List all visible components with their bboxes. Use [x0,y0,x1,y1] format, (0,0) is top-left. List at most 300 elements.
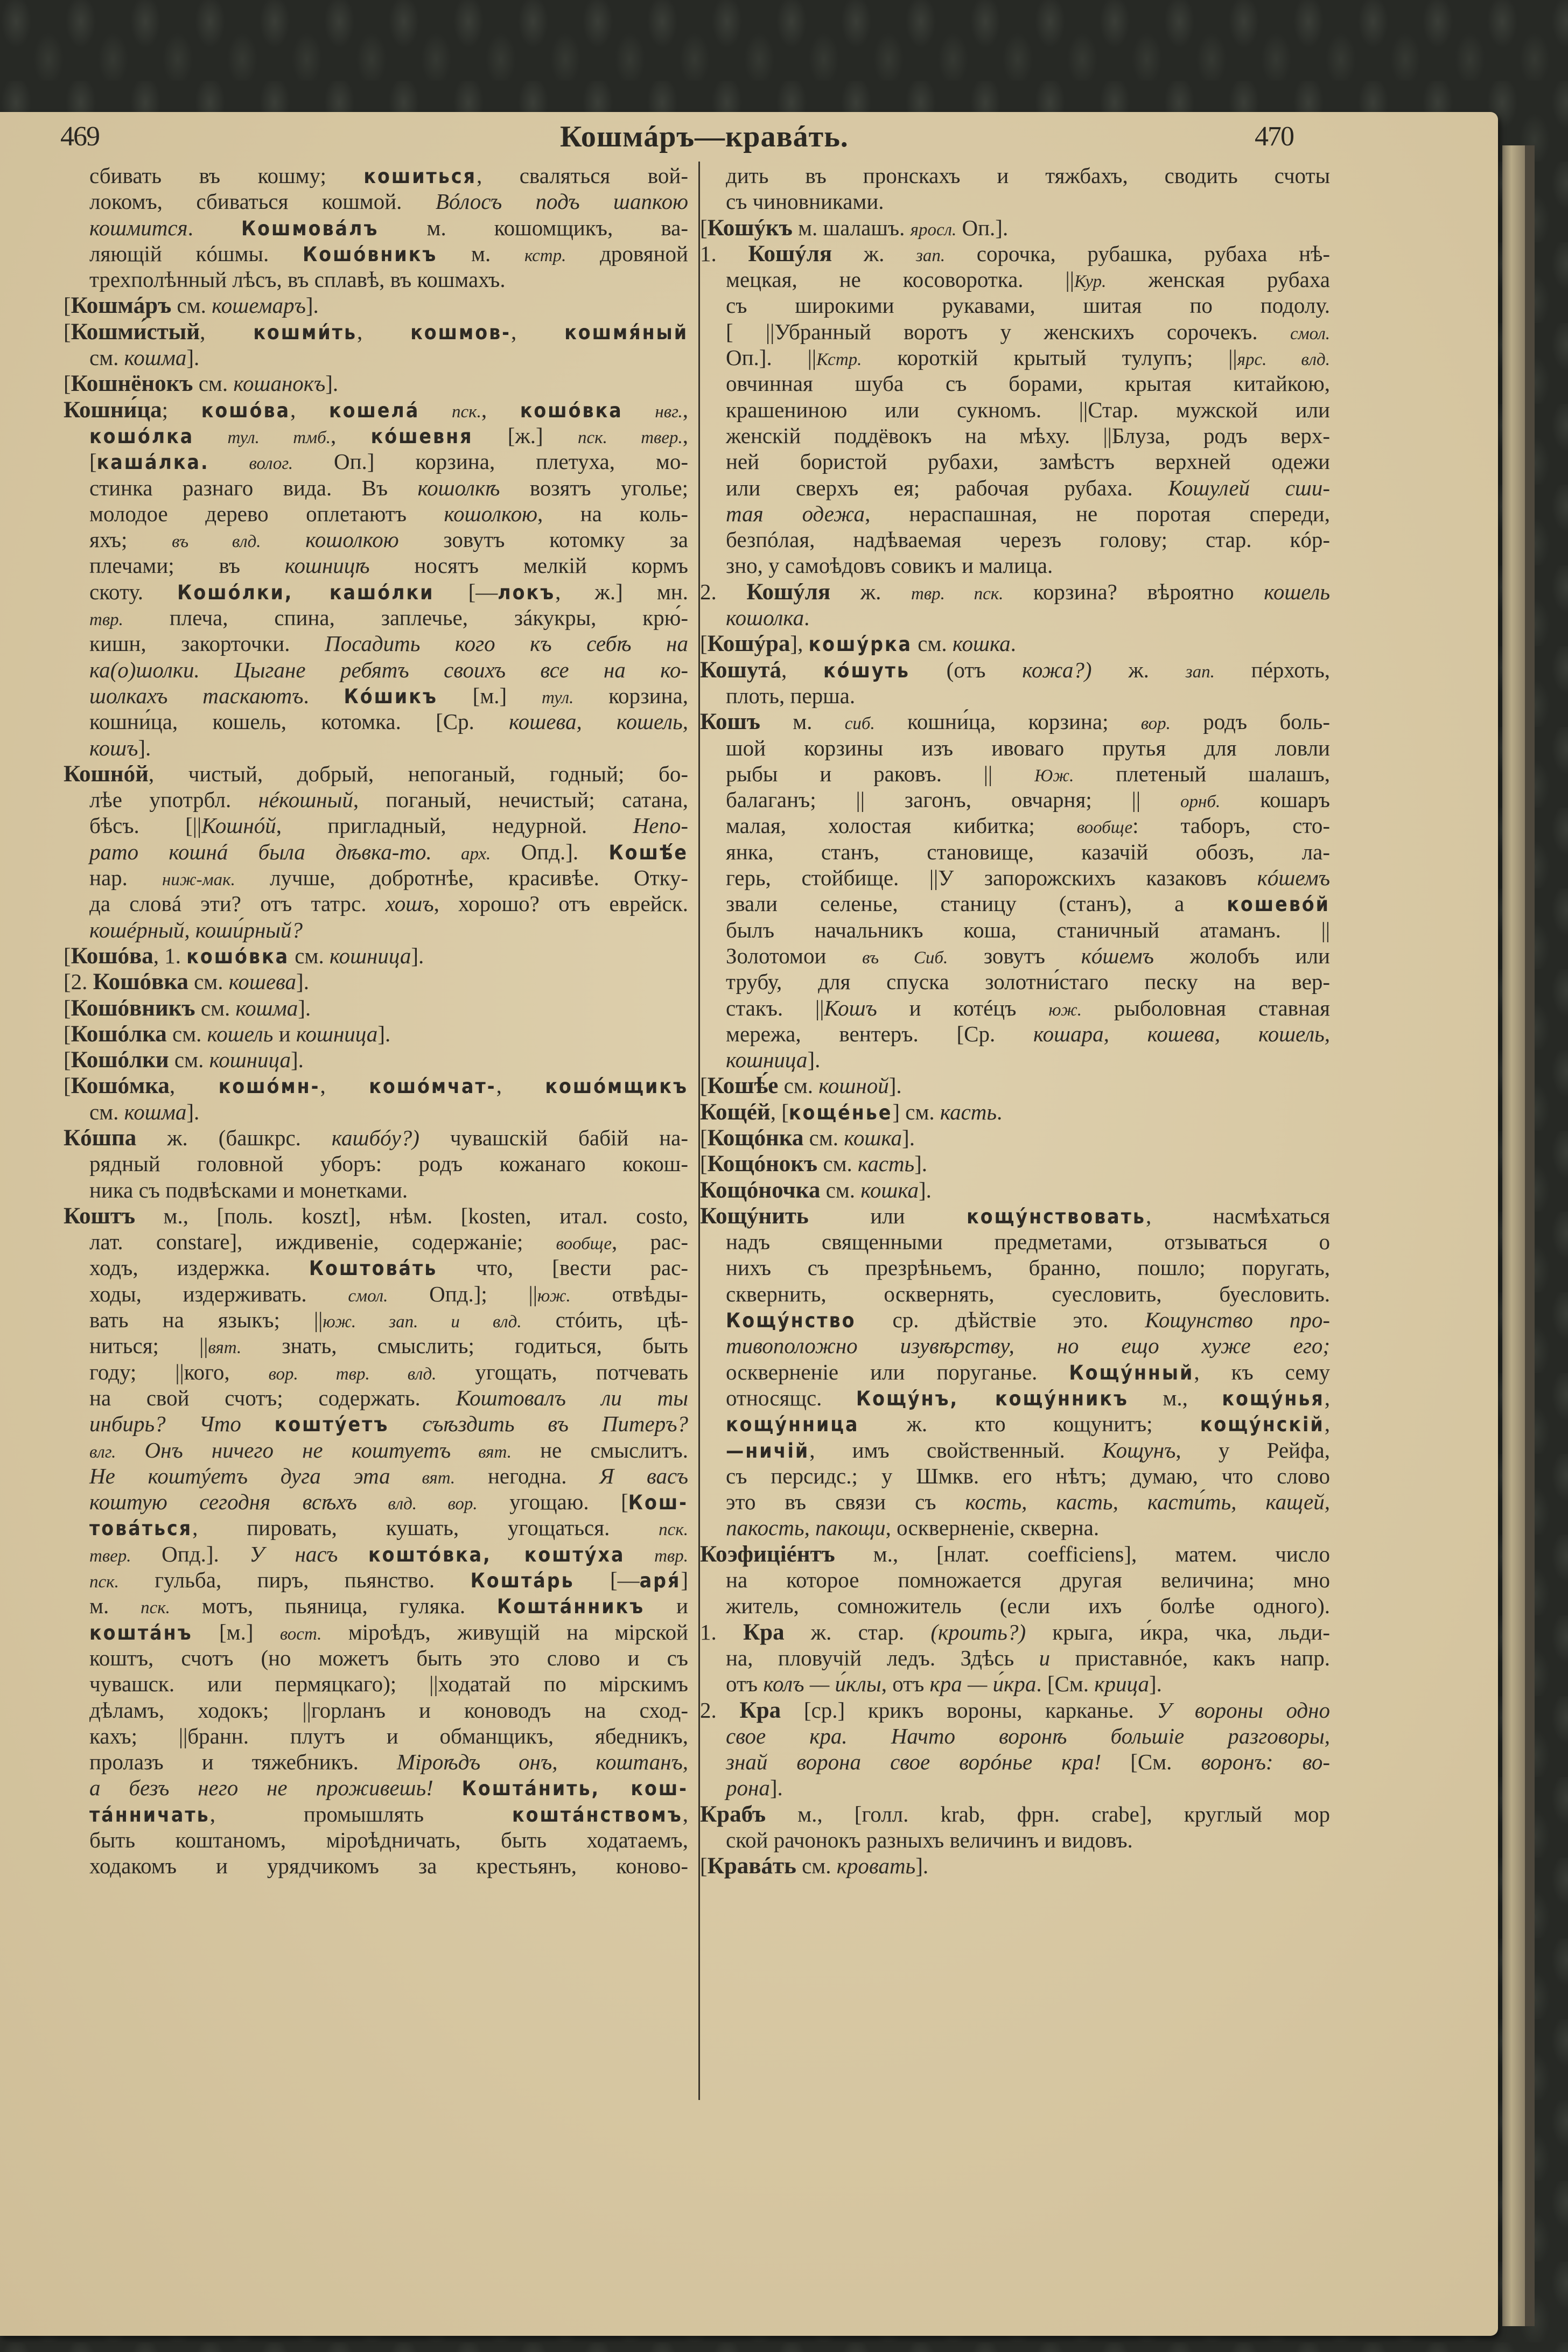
body-text: ]. [186,345,200,370]
body-text: , 1. [153,943,187,968]
headword: Кош- [628,1491,688,1515]
text-line [64,1541,688,1567]
body-text: что, [вести рас- [437,1255,689,1280]
italic-text: ярс. влд. [1237,350,1330,370]
italic-text: ка(о)шолки. Цыгане ребятъ своихъ все на ко- [89,657,688,682]
body-text: съ персидс.; у Шмкв. его нѣтъ; думаю, что слово [726,1463,1330,1488]
italic-text: пск. [419,402,481,422]
italic-text: коштую сегодня всѣхъ [89,1489,357,1515]
body-text: м. кошомщикъ, ва- [379,215,688,240]
body-text: , хорошо? отъ еврейск. [433,891,688,916]
italic-text: вообще [556,1234,612,1254]
body-text: ж. (башкрс. [136,1125,332,1150]
body-text: , [357,319,411,344]
text-line [700,1307,1330,1333]
body-text: 1. [700,1619,743,1644]
text-line [700,657,1330,683]
italic-text: нéкошный [258,787,353,813]
text-line [700,735,1330,761]
body-text: дѣламъ, ходокъ; ||горланъ и коноводъ на сход- [89,1697,688,1723]
body-text: былъ начальникъ коша, станичный атаманъ. || [726,917,1330,942]
headword: кошевóй [1227,893,1330,916]
body-text: ]. [186,1099,200,1124]
body-text: гульба, пиръ, пьянство. [118,1567,471,1593]
italic-text: твер. [89,1546,131,1566]
text-line [64,1099,688,1125]
italic-text: Кстр. [816,350,862,370]
body-text: ; [162,397,201,422]
italic-text: вят. [390,1468,456,1488]
italic-text: кошма [235,995,298,1020]
body-text: см. [796,1853,837,1879]
text-line [700,267,1330,292]
body-text: см. [171,293,212,318]
text-line [64,865,688,891]
headword: Крабъ [700,1801,766,1827]
body-text: житель, сомножитель (если ихъ болѣе одного). [726,1593,1330,1619]
headword: Кощóнокъ [707,1151,818,1177]
body-text [116,1438,144,1462]
text-line [64,1697,688,1723]
text-line [64,1255,688,1280]
body-text: локомъ, сбиваться кошмой. [89,189,436,214]
text-line [64,1151,688,1177]
text-line [64,605,688,631]
text-line [64,1827,688,1853]
headword: кошóва [201,398,291,422]
text-line [64,1749,688,1775]
body-text: . [1010,631,1016,656]
text-line [700,579,1330,605]
italic-text: У вороны одно [1157,1697,1331,1723]
body-text [261,527,306,552]
body-text: ж. кто кощунитъ; [859,1411,1200,1437]
text-line [64,579,688,605]
body-text: да словá эти? отъ татрс. [89,891,386,916]
text-line [700,370,1330,396]
text-line [700,813,1330,838]
headword: Кошнóй [64,761,149,787]
headword: кощýнствовать [967,1205,1146,1228]
italic-text: Непо- [633,813,688,838]
body-text: плечами; въ [89,553,285,578]
left-page-number: 469 [60,121,99,152]
text-line [64,631,688,656]
text-line [64,1437,688,1463]
text-line [700,1203,1330,1229]
body-text: рыбы и раковъ. || [726,761,1035,786]
text-line [64,1307,688,1333]
text-line [700,475,1330,501]
text-line [700,1099,1330,1125]
body-text: [ [64,1073,71,1098]
headword: Коштáрь [470,1569,575,1593]
italic-text: кошница [296,1021,378,1046]
italic-text: кошара, кошева, кошель, [1033,1021,1330,1046]
italic-text: пакость, пакощи [726,1515,886,1541]
body-text: отвѣды- [570,1281,688,1306]
italic-text: нвг. [622,402,683,422]
italic-text: кошева [228,969,297,995]
text-line [64,683,688,709]
text-line [64,1853,688,1879]
body-text: стакъ. || [726,995,824,1020]
headword: кашáлка. [96,451,209,474]
body-text: и [645,1593,689,1619]
body-text: ней бористой рубахи, замѣстъ верхней одежи [726,449,1330,474]
headword: кошиться [363,165,477,188]
text-line [64,1177,688,1203]
headword: кошóмщикъ [545,1075,689,1098]
body-text: овчинная шуба съ борами, крытая китайкою, [726,371,1330,396]
italic-text: кошель [1264,579,1330,604]
body-text: , [481,397,520,422]
right-page-number: 470 [1255,121,1293,152]
text-line [64,188,688,214]
headword: Кощéй [700,1099,771,1125]
italic-text: кошолкою [305,527,399,552]
body-text: Опд.]; || [388,1281,537,1306]
italic-text: кошолка [726,605,804,631]
body-text: см. [195,995,236,1020]
body-text: женскій поддёвокъ на мѣху. ||Блуза, родъ верх- [726,423,1330,448]
italic-text: юж. [537,1286,571,1306]
text-line [700,1385,1330,1411]
italic-text: свое кра. Начто воронѣ большіе разговоры, [726,1723,1330,1748]
headword: коштáнъ [89,1621,193,1644]
body-text: ср. дѣйствіе это. [856,1307,1145,1333]
body-text: надъ священными предметами, отзываться о [726,1229,1330,1255]
body-text: , [290,397,330,422]
body-text: короткій крытый тулупъ; || [862,345,1237,370]
headword: Кощóночка [700,1177,821,1203]
body-text: [ [89,449,97,474]
headword: тáнничать [89,1803,210,1826]
italic-text: кожа?) [1022,657,1092,682]
italic-text: кошной [818,1073,889,1098]
text-line [700,449,1330,474]
body-text: ]. [807,1047,821,1073]
text-line [64,423,688,449]
body-text: ]. [298,995,311,1020]
body-text: коштъ, счотъ (но можетъ быть это слово и съ [89,1645,688,1670]
left-column [64,163,688,1879]
text-line [64,813,688,838]
body-text: безпóлая, надѣваемая черезъ голову; стар. кóр- [726,527,1330,552]
headword: Кощýнить [700,1203,809,1229]
italic-text: кошма [124,345,187,370]
body-text: ], [790,631,809,656]
body-text: стинка разнаго вида. Въ [89,475,418,500]
text-line [64,1723,688,1749]
headword: кощéнье [788,1101,893,1124]
body-text: [ж.] [473,423,578,448]
body-text: [ [700,215,708,240]
italic-text: Юж. [1034,766,1074,786]
text-line [700,1437,1330,1463]
body-text: ]. [377,1021,391,1046]
body-text: 1. [700,241,748,266]
body-text: , [781,657,824,682]
body-text: мережа, вентеръ. [Ср. [726,1021,1034,1046]
body-text: пролазъ и тяжебникъ. [89,1749,397,1775]
italic-text: шолкахъ таскаютъ [89,683,304,708]
headword: коштáнствомъ [512,1803,683,1826]
headword: Кощýнъ, кощýнникъ [856,1387,1129,1410]
italic-text: Кощунъ [1102,1437,1176,1462]
italic-text: Не коштýетъ дуга эта [89,1463,390,1488]
body-text: см. [169,1047,209,1073]
headword: кошмя́ный [564,320,689,344]
text-line [700,1125,1330,1151]
italic-text: вят. [451,1442,512,1462]
headword: Кошѣ́е [707,1073,779,1099]
headword: Кóшикъ [344,684,438,708]
body-text: , имъ свойственный. [809,1437,1102,1462]
italic-text: кашбóу?) [331,1125,419,1150]
body-text: ]. [919,1177,932,1202]
body-text: м. [760,709,845,734]
headword: Кощýнный [1069,1361,1194,1384]
text-line [64,1489,688,1515]
italic-text: колъ — и́клы [763,1671,881,1697]
italic-text: Кощунство про- [1145,1307,1330,1333]
italic-text: Кошъ [824,995,877,1020]
body-text: ]. [888,1073,902,1098]
headword: Кошýля [748,241,832,267]
body-text: , [1324,1411,1330,1437]
body-text: ]. [138,735,151,760]
body-text: [м.] [192,1619,280,1644]
body-text: , [331,423,371,448]
body-text: , пировать, кушать, угощаться. [192,1515,659,1541]
italic-text: орнб. [1180,792,1221,812]
body-text: на, пловучій ледъ. Здѣсь [726,1645,1039,1670]
text-line [700,761,1330,787]
italic-text: кошка [860,1177,919,1202]
body-text: кишн, закорточки. [89,631,325,656]
text-line [700,709,1330,734]
body-text: году; ||кого, [89,1359,269,1384]
body-text: ] [681,1567,689,1593]
italic-text: кошемаръ [212,293,306,318]
headword: Кра [743,1619,785,1645]
text-line [700,292,1330,318]
body-text: ]. [291,1047,304,1073]
headword: аря́ [639,1569,681,1593]
body-text: Оп.]. [956,215,1009,240]
body-text: ской рачонокъ разныхъ величинъ и видовъ. [726,1828,1133,1852]
body-text: чувашск. или пермяцкаго); ||ходатай по мірскимъ [89,1671,688,1697]
text-line [700,1697,1330,1723]
body-text: герь, стойбище. ||У запорожскихъ казаковъ [726,865,1257,891]
body-text: ниться; || [89,1333,208,1359]
body-text: лѣе употрбл. [89,787,258,813]
body-text: м., [нлат. coefficiens], матем. число [835,1541,1330,1566]
body-text: Золотомои [726,943,863,968]
body-text: кошаръ [1220,787,1330,813]
italic-text: вообще [1076,818,1133,838]
page-header [0,120,1568,163]
headword: Кошóва [71,943,153,969]
italic-text: кошница [726,1047,808,1073]
headword: кóшевня [370,424,473,448]
body-text: сквернить, осквернять, суесловить, буесловить. [726,1281,1330,1306]
text-line [64,1073,688,1098]
body-text: шой корзины изъ ивоваго прутья для ловли [726,735,1330,760]
italic-text: ниж-мак. [162,870,235,890]
body-text: м., [1128,1385,1222,1410]
body-text: , [511,319,565,344]
text-line [64,1333,688,1359]
text-line [64,891,688,916]
italic-text: Кошнóй [201,813,276,838]
body-text: Оп.] корзина, плетуха, мо- [293,449,688,474]
headword: Кошóмка [71,1073,170,1099]
text-line [64,292,688,318]
body-text: см. [89,1099,124,1124]
body-text: , [682,1801,688,1826]
text-line [700,215,1330,241]
text-line [64,319,688,345]
body-text: возятъ уголье; [500,475,688,500]
text-line [64,241,688,267]
text-line [700,163,1330,188]
body-text: ника съ подвѣсками и монетками. [89,1177,408,1202]
headword: Кошýкъ [707,215,793,241]
text-line [64,709,688,734]
text-line [64,1229,688,1255]
body-text: м., [голл. krab, фрн. crabe], круглый мор [766,1801,1330,1826]
body-text: см. [89,345,124,370]
body-text: ]. [305,293,319,318]
body-text: Оп.]. || [726,345,817,370]
text-line [700,1463,1330,1489]
headword: кошóвка [520,398,623,422]
text-line [700,501,1330,527]
headword: Кошутá [700,657,781,683]
italic-text: смол. [1290,324,1330,344]
body-text: , [682,423,689,448]
italic-text: Вóлосъ подъ шапкою [435,189,689,214]
headword: кощýнья [1222,1387,1325,1410]
text-line [64,163,688,188]
text-line [700,319,1330,345]
text-line [700,552,1330,578]
headword: Коштъ [64,1203,136,1229]
body-text: [ ||Убранный воротъ у женскихъ сорочекъ. [726,319,1290,344]
italic-text: яросл. [910,220,957,240]
italic-text: кошева, кошель, [509,709,688,734]
headword: кошóмчат- [369,1075,496,1098]
italic-text: тул. тмб. [194,428,331,447]
body-text: рыболовная ставная [1082,995,1330,1020]
text-line [700,527,1330,552]
text-line [700,423,1330,449]
body-text: 2. [700,1697,740,1723]
text-line [700,1723,1330,1749]
italic-text: твр. пск. [911,584,1004,604]
italic-text: тая одежа [726,501,865,526]
italic-text: вор. [1140,714,1171,734]
italic-text: съѣздить въ Питеръ? [389,1411,688,1437]
text-line [700,1073,1330,1098]
italic-text: кость, касть, касти́ть, кащей, [965,1489,1330,1515]
headword: кошми́ть [253,320,358,344]
body-text: [— [434,579,498,604]
text-line [64,501,688,527]
body-text: плоть, перша. [726,683,856,708]
text-line [700,1515,1330,1541]
body-text: пéрхоть, [1214,657,1331,682]
body-text: звали селенье, станицу (станъ), а [726,891,1227,916]
headword: Кошни́ца [64,397,162,423]
text-line [64,1021,688,1047]
text-line [700,1541,1330,1567]
text-line [700,1567,1330,1593]
italic-text: Кошулей сши- [1168,475,1330,500]
body-text: относящс. [726,1385,856,1410]
headword: кошóлка [89,424,194,448]
italic-text: влг. [89,1442,116,1462]
italic-text: кошница [209,1047,291,1073]
italic-text: тул. [541,688,574,708]
body-text: см. [803,1125,844,1150]
headword: локъ [498,580,556,604]
text-line [64,1359,688,1385]
body-text: , отъ [881,1671,930,1697]
body-text: родъ боль- [1170,709,1330,734]
body-text: плетеный шалашъ, [1074,761,1330,786]
text-line [700,1593,1330,1619]
italic-text: вор. твр. влд. [268,1364,437,1384]
body-text: , насмѣхаться [1145,1203,1331,1228]
body-text: кахъ; ||бранн. плутъ и обманщикъ, ябедникъ, [89,1723,688,1748]
body-text: . [303,683,344,708]
headword: Кошóвникъ [303,242,438,266]
text-line [700,891,1330,916]
text-line [64,370,688,396]
body-text: . [804,605,810,631]
body-text: , [496,1073,545,1098]
italic-text: инбирь? Что [89,1411,275,1437]
body-text: съ широкими рукавами, шитая по подолу. [726,293,1330,318]
italic-text: кошка [952,631,1011,656]
body-text: крашениною или сукномъ. ||Стар. мужской или [726,397,1330,422]
body-text: ]. [902,1125,915,1150]
italic-text: кошка [844,1125,902,1150]
italic-text: кошница [329,943,411,968]
headword: —ничій [726,1439,810,1462]
text-line [700,1827,1330,1853]
text-line [700,188,1330,214]
headword: кóшуть [823,659,910,682]
italic-text: крица [1094,1671,1149,1697]
text-line [700,1801,1330,1827]
text-line [700,1281,1330,1307]
italic-text: У насъ [249,1541,338,1566]
body-text: сбивать въ кошму; [89,163,364,188]
body-text: балаганъ; || загонъ, овчарня; || [726,787,1181,813]
body-text: плеча, спина, заплечье, зáкукры, крю́- [123,605,688,631]
body-text: . [См. [1036,1671,1095,1697]
text-line [64,1281,688,1307]
body-text: , на коль- [537,501,689,526]
body-text: янка, станъ, становище, казачій обозъ, ла- [726,839,1330,864]
italic-text: твр. [625,1546,688,1566]
italic-text: вост. [279,1624,322,1644]
headword: кошýрка [808,633,912,656]
